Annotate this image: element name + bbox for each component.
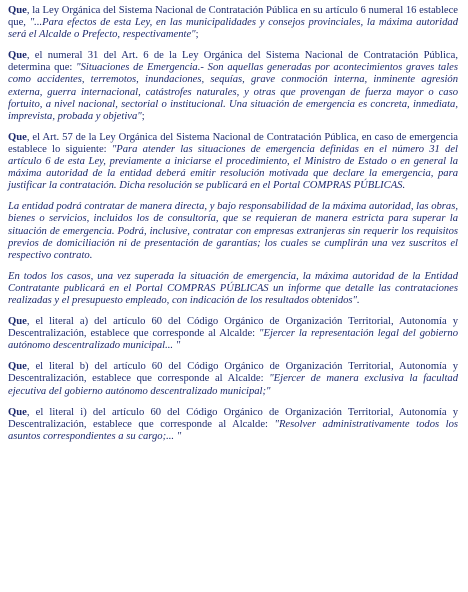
paragraph-3 — [8, 132, 458, 192]
paragraph-quote: "Para atender las situaciones de emergencia definidas en el número 31 del artículo 6 de esta Ley, previamente a iniciarse el procedimiento, el Ministro de Estado o en general la máxima autoridad de la entidad deberá emitir resolución motivada que declare la emergencia, para justificar la contratación. Dicha resolución se publicará en el Portal COMPRAS PÚBLICAS. — [8, 143, 458, 192]
paragraph-1 — [8, 5, 458, 41]
paragraph-5 — [8, 271, 458, 307]
que-lead: Que — [8, 50, 27, 62]
paragraph-tail: ; — [141, 110, 145, 122]
paragraph-text: , la Ley Orgánica del Sistema Nacional de Contratación Pública en su artículo 6 numeral 16 establece que, — [8, 5, 458, 29]
paragraph-text: , el literal i) del artículo 60 del Código Orgánico de Organización Territorial, Autonomía y Descentralización, establece que corresponde al Alcalde: — [8, 406, 458, 430]
paragraph-4 — [8, 201, 458, 261]
que-lead: Que — [8, 5, 27, 16]
paragraph-quote: "...Para efectos de esta Ley, en las municipalidades y consejos provinciales, la máxima autoridad será el Alcalde o Prefecto, respectivamente" — [8, 17, 459, 41]
que-lead: Que — [8, 361, 27, 373]
paragraph-6 — [8, 316, 458, 352]
paragraph-text: , el Art. 57 de la Ley Orgánica del Sistema Nacional de Contratación Pública, en caso de emergencia establece lo siguiente: — [8, 131, 458, 155]
paragraph-quote: "Resolver administrativamente todos los asuntos correspondientes a su cargo;... " — [8, 418, 458, 442]
que-lead: Que — [8, 406, 27, 418]
que-lead: Que — [8, 316, 27, 328]
paragraph-text: , el literal b) del artículo 60 del Código Orgánico de Organización Territorial, Autonomía y Descentralización, establece que corresponde al Alcalde: — [8, 361, 458, 385]
paragraph-8 — [8, 407, 458, 443]
paragraph-text: , el numeral 31 del Art. 6 de la Ley Orgánica del Sistema Nacional de Contratación Pública, determina que: — [8, 50, 458, 74]
paragraph-quote: "Ejercer la representación legal del gobierno autónomo descentralizado municipal... " — [8, 328, 458, 352]
que-lead: Que — [8, 131, 27, 143]
paragraph-quote: "Ejercer de manera exclusiva la facultad ejecutiva del gobierno autónomo descentralizado municipal;" — [8, 373, 458, 397]
paragraph-quote: "Situaciones de Emergencia.- Son aquellas generadas por acontecimientos graves tales como accidentes, terremotos, inundaciones, sequías, grave conmoción interna, inminente agresión externa, guerra internacional, catástrofes naturales, y otras que provengan de fuerza mayor o caso fortuito, a nivel nacional, sectorial o institucional. Una situación de emergencia es concreta, inmediata, imprevista, probada y objetiva" — [8, 62, 458, 122]
paragraph-quote: En todos los casos, una vez superada la situación de emergencia, la máxima autoridad de la Entidad Contratante publicará en el Portal COMPRAS PÚBLICAS un informe que detalle las contrataciones realizadas y el presupuesto empleado, con indicación de los resultados obtenidos". — [8, 270, 458, 306]
paragraph-7 — [8, 361, 458, 397]
paragraph-tail: ; — [195, 29, 199, 41]
paragraph-text: , el literal a) del artículo 60 del Código Orgánico de Organización Territorial, Autonomía y Descentralización, establece que corresponde al Alcalde: — [8, 316, 458, 340]
paragraph-2 — [8, 50, 458, 123]
paragraph-quote: La entidad podrá contratar de manera directa, y bajo responsabilidad de la máxima autoridad, las obras, bienes o servicios, incluidos los de consultoría, que se requieran de manera estricta para superar la situación de emergencia. Podrá, inclusive, contratar con empresas extranjeras sin requerir los requisitos previos de domiciliación ni de presentación de garantías; los cuales se cumplirán una vez suscritos el respectivo contrato. — [8, 201, 458, 261]
